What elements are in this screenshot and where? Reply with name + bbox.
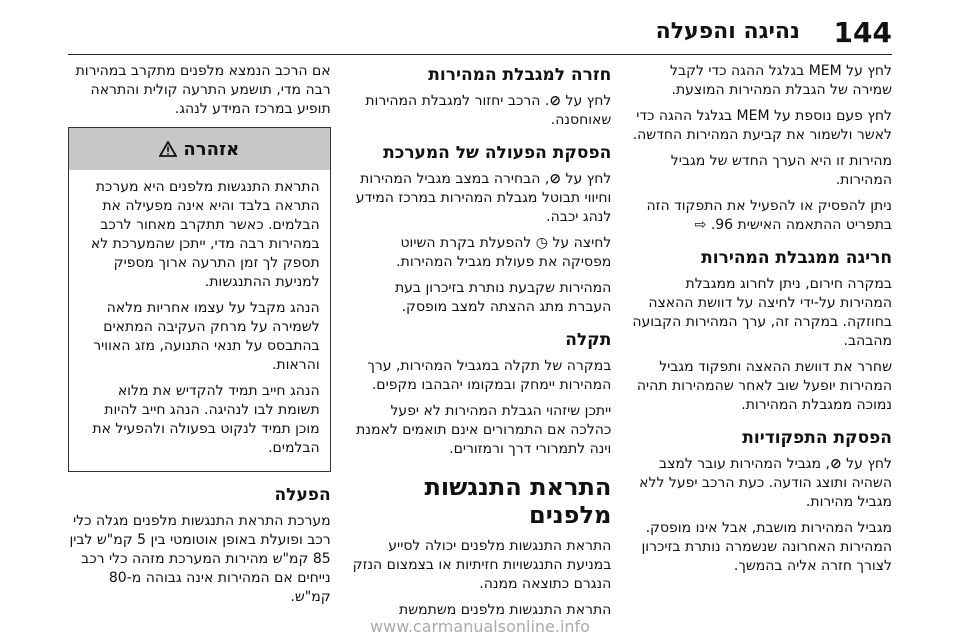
paragraph <box>349 234 612 272</box>
chapter-heading: התראת התנגשות מלפנים <box>424 473 612 529</box>
paragraph-text: , מגביל המהירות עובר למצב השהיה ותוצג הודעה. כעת הרכב יפעל ללא מגביל מהירות. <box>639 456 892 510</box>
section-heading: הפעלה <box>274 485 331 505</box>
chapter-title: נהיגה והפעלה <box>655 19 800 44</box>
watermark: www.carmanualsonline.info <box>370 617 590 636</box>
paragraph: ייתכן שיזהוי הגבלת המהירות לא יפעל כהלכה אם התמרורים אינם תואמים לאמנת וינה לתמרורי דרך ורמזורים. <box>356 403 612 457</box>
paragraph: המהירות שקבעת נותרת בזיכרון בעת העברת מתג ההצתה למצב מופסק. <box>394 280 612 315</box>
paragraph: מערכת התראת התנגשות מלפנים מגלה כלי רכב ופועלת באופן אוטומטי בין 5 קמ"ש לבין 85 קמ"ש מהירות המערכת מזהה כלי רכב נייחים אם המהירות אינה גבוהה מ-80 קמ"ש. <box>69 513 331 605</box>
warning-box <box>68 127 331 472</box>
page-number: 144 <box>833 16 892 49</box>
paragraph <box>629 197 892 235</box>
column-middle <box>349 62 612 622</box>
speed-limiter-icon: ⊘ <box>829 456 842 472</box>
paragraph: במקרה של תקלה במגביל המהירות, ערך המהירות יימחק ובמקומו יהבהבו מקפים. <box>367 358 612 393</box>
section-heading: הפסקת הפעולה של המערכת <box>383 143 612 163</box>
paragraph-text: לחיצה על <box>552 235 612 251</box>
paragraph <box>629 455 892 512</box>
paragraph-text: לחץ על <box>565 93 612 109</box>
paragraph-text: לחץ על <box>846 456 892 472</box>
paragraph-text: , הבחירה במצב מגביל המהירות וחיווי תבוטל מגבלת המהירות במרכז המידע לנהג יכבה. <box>355 171 612 225</box>
section-heading: חזרה למגבלת המהירות <box>428 65 612 85</box>
warning-paragraph: התראת התנגשות מלפנים היא מערכת התראה בלבד והיא אינה מפעילה את הבלמים. כאשר תתקרב מאחור לרכב במהירות רבה מדי, ייתכן שהמערכת לא תספק לך זמן התרעה ארוך מספיק למניעת ההתנגשות. <box>90 179 320 290</box>
paragraph <box>349 170 612 227</box>
warning-paragraph: הנהג חייב תמיד להקדיש את מלוא תשומת לבו לנהיגה. הנהג חייב להיות מוכן תמיד לנקוט בפעולה ולהפעיל את הבלמים. <box>92 383 320 456</box>
paragraph: במקרה חירום, ניתן לחרוג ממגבלת המהירות על-ידי לחיצה על דוושת ההאצה בחוזקה. במקרה זה, ערך המהירות הקבועה מהבהב. <box>632 276 892 349</box>
section-heading: חריגה ממגבלת המהירות <box>701 248 892 268</box>
resume-icon: ⊘ <box>549 93 562 109</box>
paragraph: התראת התנגשות מלפנים משתמשת <box>399 602 612 618</box>
paragraph: מגביל המהירות מושבת, אבל אינו מופסק. המהירות האחרונה שנשמרה נותרת בזיכרון לצורך חזרה אליה בהמשך. <box>641 520 892 574</box>
paragraph <box>349 92 612 130</box>
speed-limiter-icon: ⊘ <box>549 171 562 187</box>
header-rule <box>68 54 892 55</box>
paragraph-text: לחץ על <box>565 171 612 187</box>
section-heading: הפסקת התפקודיות <box>742 428 892 448</box>
page-ref-arrow-icon: ⇨ <box>694 217 707 233</box>
paragraph: אם הרכב הנמצא מלפנים מתקרב במהירות רבה מדי, תושמע התרעה קולית והתראה תופיע במרכז המידע לנהג. <box>75 63 331 117</box>
paragraph: מהירות זו היא הערך החדש של מגביל המהירות. <box>670 153 892 188</box>
warning-header <box>69 128 330 170</box>
column-left <box>68 62 331 622</box>
warning-triangle-icon <box>159 141 177 157</box>
paragraph: התראת התנגשות מלפנים יכולה לסייע במניעת התנגשויות חזיתיות או בצמצום הנזק הנגרם כתוצאה ממנה. <box>352 538 612 592</box>
content-columns <box>68 62 892 622</box>
section-heading: תקלה <box>565 330 612 350</box>
paragraph: לחץ על MEM בגלגל ההגה כדי לקבל שמירה של הגבלת המהירות המוצעת. <box>670 63 892 98</box>
paragraph: לחץ פעם נוספת על MEM בגלגל ההגה כדי לאשר ולשמור את קביעת המהירות החדשה. <box>632 108 892 143</box>
paragraph-text: ניתן להפסיק או להפעיל את התפקוד הזה בתפריט ההתאמה האישית <box>646 198 892 233</box>
paragraph-text: . הרכב יחזור למגבלת המהירות שאוחסנה. <box>365 93 612 128</box>
column-right <box>629 62 892 622</box>
warning-body <box>69 170 330 471</box>
cruise-control-icon: ◷ <box>535 235 549 251</box>
page-reference: 96. <box>710 217 734 233</box>
warning-title: אזהרה <box>183 138 240 160</box>
paragraph: שחרר את דוושת ההאצה ותפקוד מגביל המהירות יופעל שוב לאחר שהמהירות תהיה נמוכה ממגבלת המהירות. <box>636 359 892 413</box>
paragraph-text: להפעלת בקרת השיוט מפסיקה את פעולת מגביל המהירות. <box>396 235 612 270</box>
warning-paragraph: הנהג מקבל על עצמו אחריות מלאה לשמירה על מרחק העקיבה המתאים בהתבסס על תנאי התנועה, מזג האוויר והראות. <box>93 300 320 373</box>
